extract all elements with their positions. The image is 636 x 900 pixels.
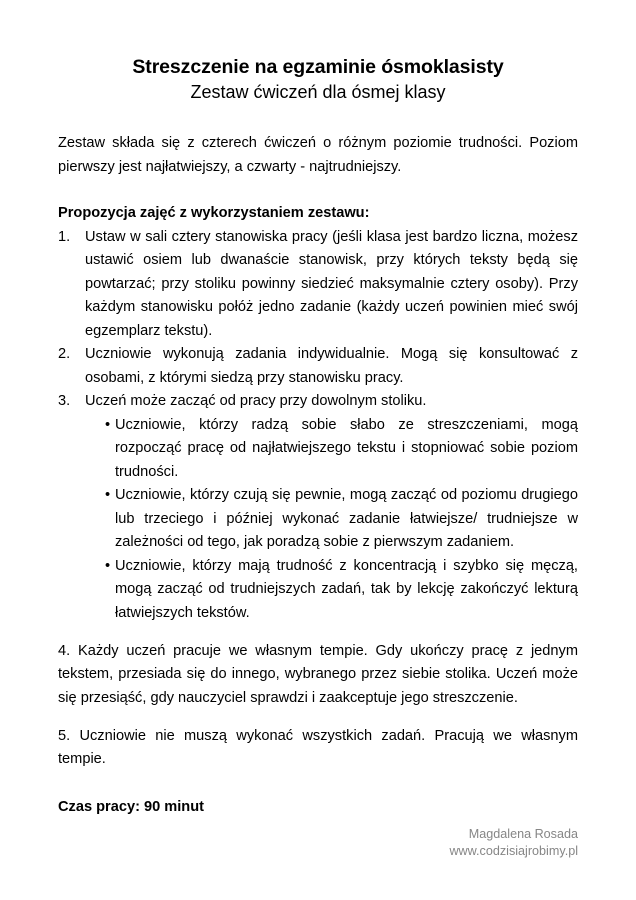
paragraph-item-4: 4. Każdy uczeń pracuje we własnym tempie. Gdy ukończy pracę z jednym tekstem, przesiada się do innego, wybranego przez siebie stolika. Uczeń może się przesiąść, gdy nauczyciel sprawdzi i zaakceptuje jego streszczenie. xyxy=(58,642,578,706)
list-item-text: Uczniowie, którzy radzą sobie słabo ze streszczeniami, mogą rozpocząć pracę od najłatwiejszego tekstu i stopniować sobie poziom trudności. xyxy=(115,416,578,480)
bullet-icon: • xyxy=(105,416,111,433)
list-item-text: Uczniowie wykonują zadania indywidualnie. Mogą się konsultować z osobami, z którymi siedzą przy stanowisku pracy. xyxy=(85,346,578,386)
list-item xyxy=(105,555,578,626)
bullet-icon: • xyxy=(105,557,111,574)
intro-paragraph: Zestaw składa się z czterech ćwiczeń o różnym poziomie trudności. Poziom pierwszy jest najłatwiejszy, a czwarty - najtrudniejszy. xyxy=(58,135,578,175)
list-item xyxy=(105,484,578,555)
list-item xyxy=(58,343,578,390)
paragraph-item-5: 5. Uczniowie nie muszą wykonać wszystkich zadań. Pracują we własnym tempie. xyxy=(58,727,578,768)
list-item xyxy=(58,226,578,344)
bullet-list xyxy=(58,414,578,626)
section-heading: Propozycja zajęć z wykorzystaniem zestawu: xyxy=(58,205,370,221)
list-item-marker: 3. xyxy=(58,393,71,409)
footer-author: Magdalena Rosada xyxy=(468,827,578,841)
list-item-text: Uczniowie, którzy czują się pewnie, mogą zacząć od poziomu drugiego lub trzeciego i później wykonać zadanie łatwiejsze/ trudniejsze w zależności od tego, jak poradzą sobie z pierwszym zadaniem. xyxy=(115,487,578,550)
list-item xyxy=(58,390,578,414)
page-subtitle: Zestaw ćwiczeń dla ósmej klasy xyxy=(190,82,446,102)
work-time-note: Czas pracy: 90 minut xyxy=(58,798,204,815)
list-item-marker: 1. xyxy=(58,228,71,245)
list-item-marker: 2. xyxy=(58,346,71,362)
document-body xyxy=(58,0,578,819)
list-item xyxy=(105,414,578,485)
footer xyxy=(258,826,578,860)
title-block xyxy=(58,0,578,104)
page-title: Streszczenie na egzaminie ósmoklasisty xyxy=(132,56,504,78)
list-item-text: Uczeń może zacząć od pracy przy dowolnym stoliku. xyxy=(85,393,427,409)
list-item-text: Uczniowie, którzy mają trudność z koncentracją i szybko się męczą, mogą zacząć od trudniejszych zadań, tak by lekcję zakończyć lekturą łatwiejszych tekstów. xyxy=(115,557,578,621)
footer-website: www.codzisiajrobimy.pl xyxy=(449,844,578,858)
bullet-icon: • xyxy=(105,487,111,503)
list-item-text: Ustaw w sali cztery stanowiska pracy (jeśli klasa jest bardzo liczna, możesz ustawić osiem lub dwanaście stanowisk, przy których teksty będą się powtarzać; przy stoliku powinny siedzieć maksymalnie cztery osoby). Przy każdym stanowisku połóż jedno zadanie (każdy uczeń powinien mieć swój egzemplarz tekstu). xyxy=(85,228,578,339)
numbered-list xyxy=(58,226,578,414)
